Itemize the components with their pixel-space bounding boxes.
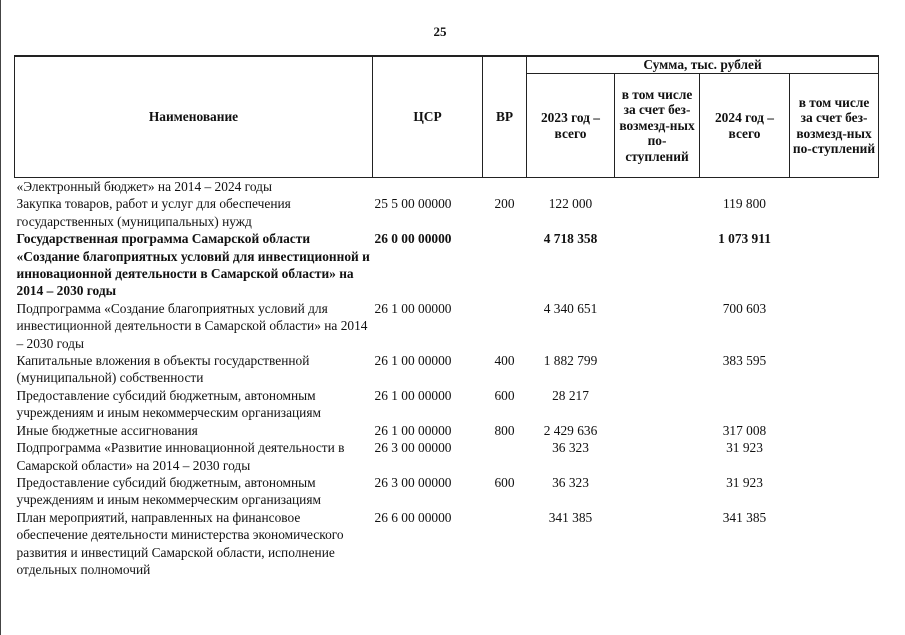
cell-name: Предоставление субсидий бюджетным, автономным учреждениям и иным некоммерческим организациям: [16, 387, 321, 421]
cell-csr: 26 0 00 00000: [374, 231, 452, 247]
cell-2024-grants: [790, 509, 879, 579]
cell-vr: 800: [494, 422, 515, 438]
cell-2023-grants: [615, 439, 700, 474]
cell-2024-total: 119 800: [722, 196, 767, 212]
cell-name: Государственная программа Самарской области «Создание благоприятных условий для инвестиционной и инновационной деятельности в Самарской области» на 2014 – 2030 годы: [16, 231, 370, 299]
table-row: [15, 422, 879, 439]
cell-name: План мероприятий, направленных на финансовое обеспечение деятельности министерства экономического развития и инвестиций Самарской области, исполнение отдельных полномочий: [16, 509, 344, 577]
cell-2023-grants: [615, 230, 700, 300]
cell-2023-grants: [615, 422, 700, 439]
cell-2023-total: 341 385: [548, 509, 593, 525]
cell-2023-total: 4 340 651: [543, 300, 598, 316]
cell-2023-grants: [615, 352, 700, 387]
cell-2023-total: 36 323: [552, 474, 589, 490]
cell-csr: 26 1 00 00000: [374, 300, 452, 316]
cell-2024-grants: [790, 422, 879, 439]
cell-2023-total: 122 000: [548, 196, 593, 212]
cell-name: Иные бюджетные ассигнования: [16, 422, 198, 438]
cell-2023-total: 2 429 636: [543, 422, 598, 438]
header-sum-group: Сумма, тыс. рублей: [527, 56, 879, 74]
cell-name: «Электронный бюджет» на 2014 – 2024 годы: [16, 179, 272, 194]
table-row: [15, 178, 879, 196]
table-top-rule: [14, 55, 878, 57]
cell-csr: 25 5 00 00000: [374, 196, 452, 212]
header-csr: ЦСР: [373, 56, 483, 178]
header-2023-total: 2023 год – всего: [527, 74, 615, 178]
cell-2024-total: 700 603: [722, 300, 767, 316]
cell-2024-total: 317 008: [722, 422, 767, 438]
cell-vr: 600: [494, 474, 515, 490]
table-row: [15, 439, 879, 474]
table-row: [15, 509, 879, 579]
cell-2024-grants: [790, 439, 879, 474]
cell-2024-grants: [790, 230, 879, 300]
header-vr: ВР: [483, 56, 527, 178]
cell-vr: [483, 439, 527, 474]
budget-table: [14, 55, 879, 578]
table-row: [15, 300, 879, 352]
page-number: 25: [433, 24, 447, 39]
cell-2023-total: [527, 178, 615, 196]
cell-2024-grants: [790, 195, 879, 230]
cell-2024-total: 341 385: [722, 509, 767, 525]
cell-vr: 600: [494, 387, 515, 403]
cell-name: Предоставление субсидий бюджетным, автономным учреждениям и иным некоммерческим организациям: [16, 474, 321, 508]
cell-name: Закупка товаров, работ и услуг для обеспечения государственных (муниципальных) нужд: [16, 196, 291, 229]
cell-vr: [483, 300, 527, 352]
cell-2023-total: 28 217: [552, 387, 589, 403]
cell-2024-total: 1 073 911: [718, 231, 771, 247]
cell-2023-grants: [615, 178, 700, 196]
cell-csr: 26 6 00 00000: [374, 509, 452, 525]
header-2024-grants: в том числе за счет без-возмезд-ных по-ступлений: [790, 74, 879, 178]
cell-2024-grants: [790, 300, 879, 352]
cell-2024-total: [700, 178, 790, 196]
cell-vr: [483, 230, 527, 300]
cell-vr: 200: [494, 196, 515, 212]
header-2023-grants: в том числе за счет без-возмезд-ных по-ступлений: [615, 74, 700, 178]
cell-2023-total: 4 718 358: [543, 231, 598, 247]
cell-csr: 26 3 00 00000: [374, 440, 452, 456]
cell-vr: [483, 178, 527, 196]
cell-vr: 400: [494, 353, 515, 369]
cell-2024-grants: [790, 474, 879, 509]
cell-vr: [483, 509, 527, 579]
left-edge-line: [0, 0, 1, 635]
cell-name: Подпрограмма «Создание благоприятных условий для инвестиционной деятельности в Самарской области» на 2014 – 2030 годы: [16, 300, 368, 351]
cell-name: Капитальные вложения в объекты государственной (муниципальной) собственности: [16, 353, 310, 386]
cell-2023-grants: [615, 195, 700, 230]
table-row: [15, 387, 879, 422]
header-2024-total: 2024 год – всего: [700, 74, 790, 178]
cell-csr: 26 1 00 00000: [374, 353, 452, 369]
cell-2024-total: 31 923: [726, 440, 763, 456]
cell-2023-total: 36 323: [552, 440, 589, 456]
cell-2024-total: 383 595: [722, 353, 767, 369]
table-row: [15, 352, 879, 387]
cell-2023-grants: [615, 509, 700, 579]
cell-csr: 26 3 00 00000: [374, 474, 452, 490]
cell-csr: [373, 178, 483, 196]
cell-csr: 26 1 00 00000: [374, 422, 452, 438]
cell-2024-total: 31 923: [726, 474, 763, 490]
cell-2024-total: [700, 387, 790, 422]
header-name: Наименование: [15, 56, 373, 178]
cell-name: Подпрограмма «Развитие инновационной деятельности в Самарской области» на 2014 – 2030 годы: [16, 440, 345, 473]
table-row: [15, 195, 879, 230]
cell-2023-grants: [615, 474, 700, 509]
cell-2024-grants: [790, 352, 879, 387]
cell-2023-grants: [615, 300, 700, 352]
table-body: [15, 178, 879, 579]
cell-csr: 26 1 00 00000: [374, 387, 452, 403]
table-row: [15, 474, 879, 509]
cell-2024-grants: [790, 178, 879, 196]
cell-2023-total: 1 882 799: [543, 353, 598, 369]
table-row: [15, 230, 879, 300]
cell-2023-grants: [615, 387, 700, 422]
cell-2024-grants: [790, 387, 879, 422]
